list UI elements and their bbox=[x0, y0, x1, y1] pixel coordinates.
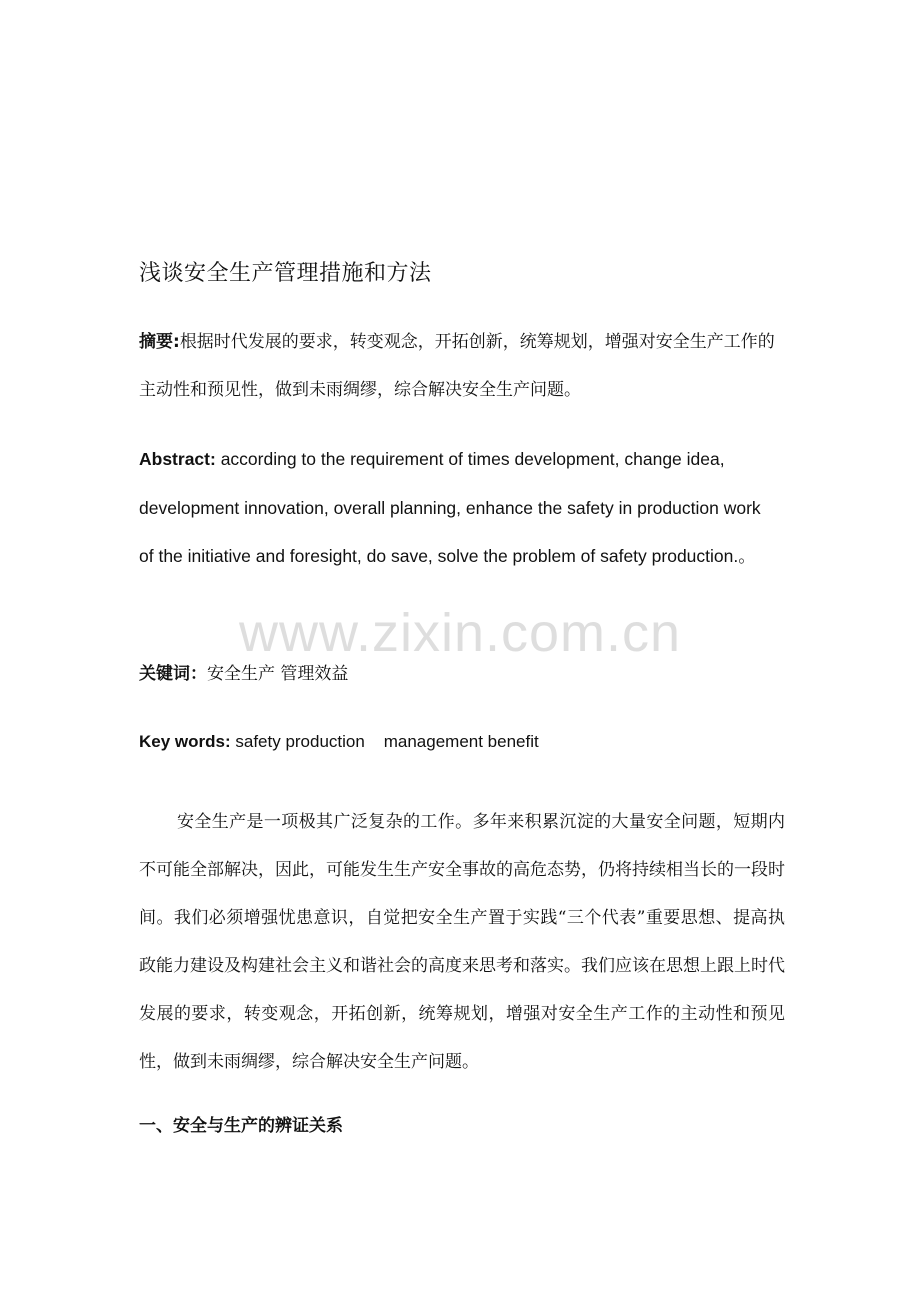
keywords-cn bbox=[139, 656, 348, 692]
keywords-en bbox=[139, 724, 539, 760]
abstract-cn bbox=[139, 318, 785, 414]
keywords-cn-label: 关键词： bbox=[139, 664, 207, 684]
section-heading: 一、安全与生产的辨证关系 bbox=[139, 1116, 343, 1136]
document-title: 浅谈安全生产管理措施和方法 bbox=[139, 261, 432, 286]
keywords-en-text: safety production management benefit bbox=[235, 732, 539, 751]
abstract-cn-text: 根据时代发展的要求，转变观念，开拓创新，统筹规划，增强对安全生产工作的主动性和预见性，做到未雨绸缪，综合解决安全生产问题。 bbox=[139, 332, 775, 400]
abstract-en bbox=[139, 435, 779, 581]
keywords-cn-text: 安全生产 管理效益 bbox=[207, 664, 349, 684]
watermark: www.zixin.com.cn bbox=[238, 603, 682, 663]
body-paragraph: 安全生产是一项极其广泛复杂的工作。多年来积累沉淀的大量安全问题，短期内不可能全部解决，因此，可能发生生产安全事故的高危态势，仍将持续相当长的一段时间。我们必须增强忧患意识，自觉把安全生产置于实践“三个代表”重要思想、提高执政能力建设及构建社会主义和谐社会的高度来思考和落实。我们应该在思想上跟上时代发展的要求，转变观念，开拓创新，统筹规划，增强对安全生产工作的主动性和预见性，做到未雨绸缪，综合解决安全生产问题。 bbox=[139, 812, 785, 1072]
abstract-cn-label: 摘要: bbox=[139, 332, 180, 352]
keywords-en-label: Key words: bbox=[139, 732, 236, 751]
abstract-en-label: Abstract: bbox=[139, 449, 216, 469]
abstract-en-text: according to the requirement of times development, change idea, development innovation, overall planning, enhance the safety in production work of the initiative and foresight, do save, solve the problem of safety production.。 bbox=[139, 449, 761, 566]
